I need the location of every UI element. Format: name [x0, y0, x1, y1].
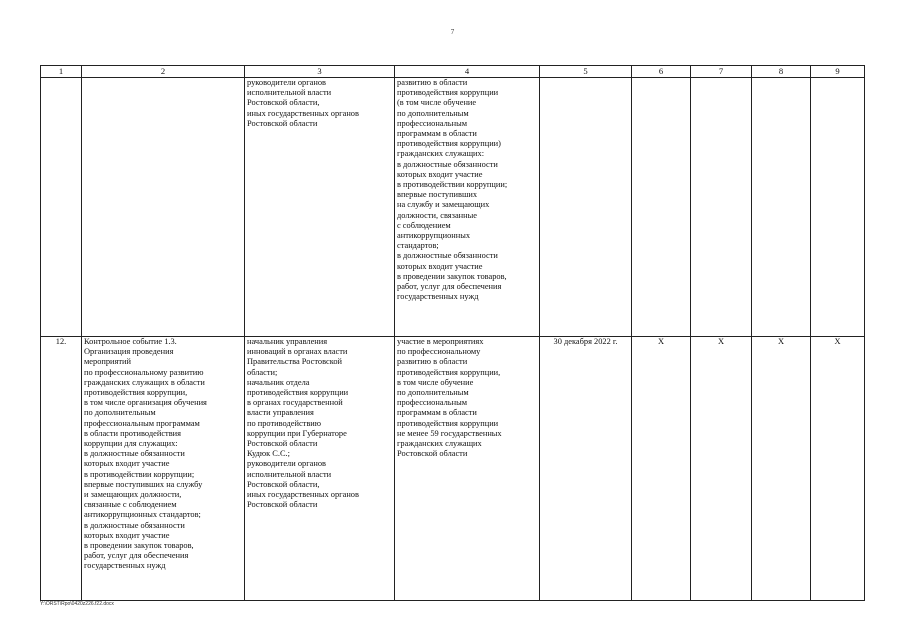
row-number-cell: 12.: [41, 337, 82, 601]
header-cell-2: 2: [82, 66, 245, 78]
col6-cell: [632, 78, 691, 337]
event-cell: Контрольное событие 1.3. Организация проведения мероприятий по профессиональному развитию гражданских служащих в области противодействия коррупции, в том числе организация обучения по дополнительным профессиональным программам в области противодействия коррупции для служащих: в должностные обязанности которых входит участие в противодействии коррупции; впервые поступивших на службу и замещающих должности, связанные с соблюдением антикоррупционных стандартов; в должностные обязанности которых входит участие в проведении закупок товаров, работ, услуг для обеспечения государственных нужд: [82, 337, 245, 601]
header-cell-6: 6: [632, 66, 691, 78]
result-cell: развитию в области противодействия коррупции (в том числе обучение по дополнительным профессиональным программам в области противодействия коррупции) гражданских служащих: в должностные обязанности которых входит участие в противодействии коррупции; впервые поступивших на службу и замещающих должности, связанные с соблюдением антикоррупционных стандартов; в должностные обязанности которых входит участие в проведении закупок товаров, работ, услуг для обеспечения государственных нужд: [395, 78, 540, 337]
col7-cell: [691, 78, 752, 337]
col8-cell: X: [752, 337, 811, 601]
deadline-cell: 30 декабря 2022 г.: [540, 337, 632, 601]
table-row-12: [41, 337, 865, 601]
row-number-cell: [41, 78, 82, 337]
event-cell: [82, 78, 245, 337]
header-cell-9: 9: [811, 66, 865, 78]
deadline-cell: [540, 78, 632, 337]
responsible-cell: руководители органов исполнительной власти Ростовской области, иных государственных органов Ростовской области: [245, 78, 395, 337]
header-cell-1: 1: [41, 66, 82, 78]
page-number: 7: [450, 28, 455, 36]
result-cell: участие в мероприятиях по профессиональному развитию в области противодействия коррупции, в том числе обучение по дополнительным профессиональным программам в области противодействия коррупции не менее 59 государственных гражданских служащих Ростовской области: [395, 337, 540, 601]
col9-cell: [811, 78, 865, 337]
header-cell-7: 7: [691, 66, 752, 78]
col6-cell: X: [632, 337, 691, 601]
plan-table: [40, 65, 865, 601]
col8-cell: [752, 78, 811, 337]
column-number-header: [41, 66, 865, 78]
responsible-cell: начальник управления инноваций в органах власти Правительства Ростовской области; начальник отдела противодействия коррупции в органах государственной власти управления по противодействию коррупции при Губернаторе Ростовской области Кудюк С.С.; руководители органов исполнительной власти Ростовской области, иных государственных органов Ростовской области: [245, 337, 395, 601]
header-cell-8: 8: [752, 66, 811, 78]
header-cell-5: 5: [540, 66, 632, 78]
col7-cell: X: [691, 337, 752, 601]
table-row-continued: [41, 78, 865, 337]
col9-cell: X: [811, 337, 865, 601]
header-cell-3: 3: [245, 66, 395, 78]
footer-file-path: Y:\ORST\Rpo\0420z226.f22.docx: [40, 601, 114, 607]
header-cell-4: 4: [395, 66, 540, 78]
